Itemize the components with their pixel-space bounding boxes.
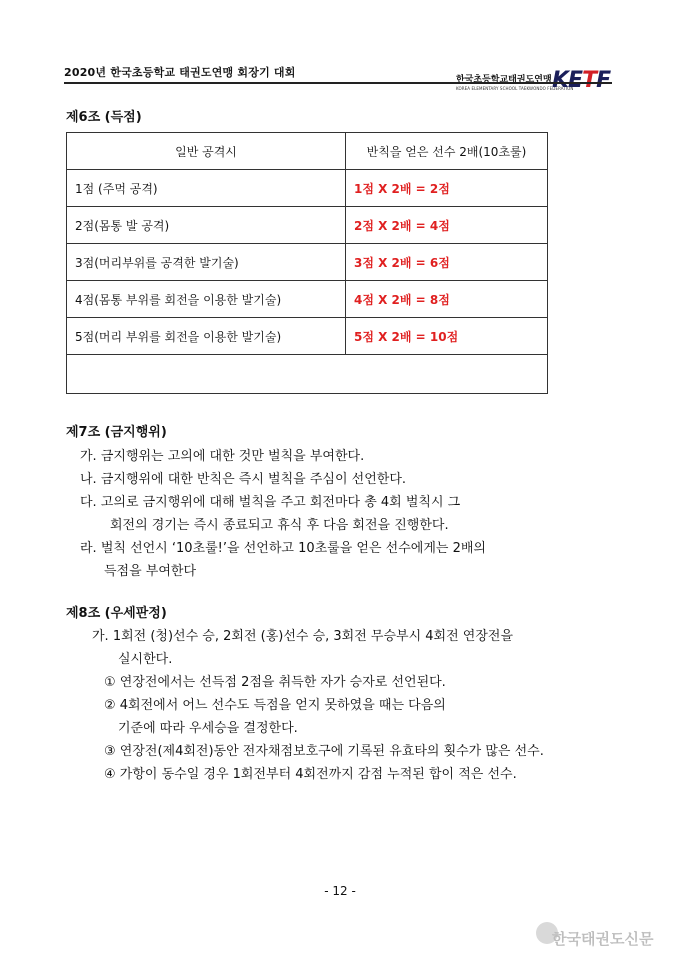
table-cell: 3점(머리부위를 공격한 발기술): [67, 244, 346, 281]
table-row: [67, 318, 548, 355]
article-8-item: ② 4회전에서 어느 선수도 득점을 얻지 못하였을 때는 다음의: [104, 698, 446, 713]
logo-english-name: KOREA ELEMENTARY SCHOOL TAEKWONDO FEDERATION: [456, 86, 574, 91]
header-divider: [64, 82, 612, 84]
table-empty-cell: [67, 355, 548, 394]
article-8-title: 제8조 (우세판정): [66, 606, 167, 621]
table-cell-doubled-score: 1점 X 2배 = 2점: [346, 170, 548, 207]
table-header-cell: 반칙을 얻은 선수 2배(10초룰): [346, 133, 548, 170]
article-8-item-continued: 기준에 따라 우세승을 결정한다.: [118, 721, 298, 736]
ketf-logo-mark: KETF: [552, 68, 611, 93]
table-cell: 4점(몸통 부위를 회전을 이용한 발기술): [67, 281, 346, 318]
table-cell-doubled-score: 5점 X 2배 = 10점: [346, 318, 548, 355]
article-6-title: 제6조 (득점): [66, 110, 142, 125]
table-row: [67, 281, 548, 318]
table-cell: 5점(머리 부위를 회전을 이용한 발기술): [67, 318, 346, 355]
table-row: [67, 207, 548, 244]
article-8-item: ③ 연장전(제4회전)동안 전자채점보호구에 기록된 유효타의 횟수가 많은 선수.: [104, 744, 544, 759]
table-row: [67, 244, 548, 281]
article-8-item: ④ 가항이 동수일 경우 1회전부터 4회전까지 감점 누적된 합이 적은 선수.: [104, 767, 517, 782]
table-row: [67, 170, 548, 207]
article-7-clause: 가. 금지행위는 고의에 대한 것만 벌칙을 부여한다.: [80, 449, 365, 464]
watermark-text: 한국태권도신문: [552, 930, 654, 948]
article-7-clause: 나. 금지행위에 대한 반칙은 즉시 벌칙을 주심이 선언한다.: [80, 472, 407, 487]
document-header-title: 2020년 한국초등학교 태권도연맹 회장기 대회: [64, 66, 296, 79]
article-7-clause-continued: 회전의 경기는 즉시 종료되고 휴식 후 다음 회전을 진행한다.: [110, 518, 449, 533]
federation-logo: [456, 66, 616, 96]
article-7-clause: 다. 고의로 금지행위에 대해 벌칙을 주고 회전마다 총 4회 벌칙시 그: [80, 495, 461, 510]
article-8-item: ① 연장전에서는 선득점 2점을 취득한 자가 승자로 선언된다.: [104, 675, 446, 690]
table-cell-doubled-score: 2점 X 2배 = 4점: [346, 207, 548, 244]
table-header-cell: 일반 공격시: [67, 133, 346, 170]
page-number: - 12 -: [324, 884, 356, 898]
newspaper-watermark: [528, 918, 678, 956]
table-empty-row: [67, 355, 548, 394]
scoring-table-header-row: [67, 133, 548, 170]
article-7-clause: 라. 벌칙 선언시 ‘10초룰!’을 선언하고 10초룰을 얻은 선수에게는 2배의: [80, 541, 486, 556]
scoring-table: [66, 132, 548, 394]
table-cell-doubled-score: 3점 X 2배 = 6점: [346, 244, 548, 281]
article-8-clause-continued: 실시한다.: [118, 652, 173, 667]
article-7-clause-continued: 득점을 부여한다: [104, 564, 197, 579]
article-8-clause: 가. 1회전 (청)선수 승, 2회전 (홍)선수 승, 3회전 무승부시 4회전 연장전을: [92, 629, 514, 644]
table-cell: 1점 (주먹 공격): [67, 170, 346, 207]
logo-korean-name: 한국초등학교태권도연맹: [456, 75, 552, 85]
article-7-title: 제7조 (금지행위): [66, 425, 167, 440]
table-cell: 2점(몸통 발 공격): [67, 207, 346, 244]
table-cell-doubled-score: 4점 X 2배 = 8점: [346, 281, 548, 318]
